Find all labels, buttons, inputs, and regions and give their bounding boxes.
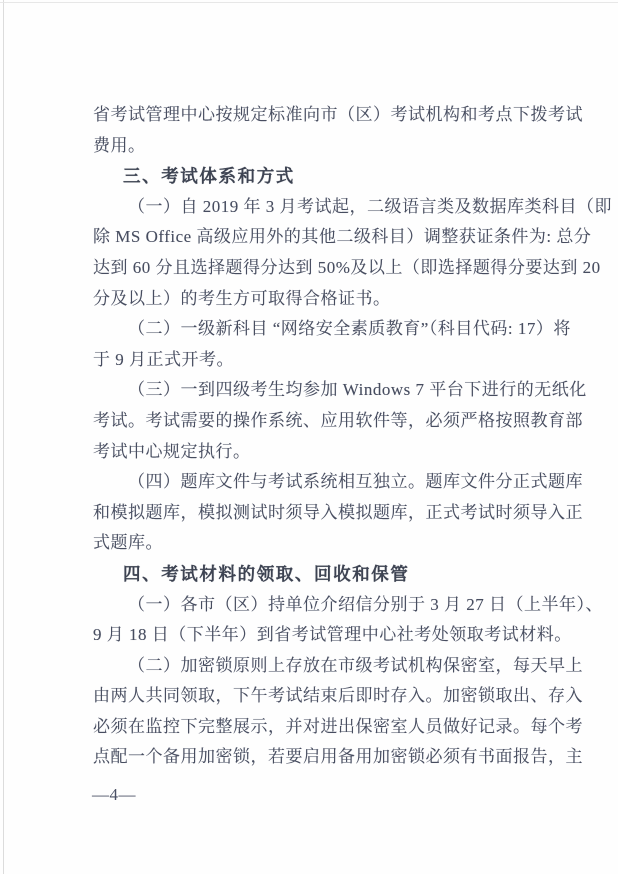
body-line: 9 月 18 日（下半年）到省考试管理中心社考处领取考试材料。 — [93, 625, 572, 645]
body-line: 省考试管理中心按规定标准向市（区）考试机构和考点下拨考试 — [93, 105, 583, 124]
body-line: 达到 60 分且选择题得分达到 50%及以上（即选择题得分要达到 20 — [93, 257, 601, 277]
body-line: 于 9 月正式开考。 — [93, 349, 234, 369]
body-line: （四）题库文件与考试系统相互独立。题库文件分正式题库 — [128, 472, 583, 492]
section-heading-3: 三、考试体系和方式 — [123, 166, 295, 187]
scan-edge-left — [3, 0, 4, 874]
body-line: 考试中心规定执行。 — [93, 441, 251, 461]
section-heading-4: 四、考试材料的领取、回收和保管 — [123, 563, 410, 584]
body-line: 由两人共同领取，下午考试结束后即时存入。加密锁取出、存入 — [93, 686, 583, 706]
body-line: 必须在监控下完整展示，并对进出保密室人员做好记录。每个考 — [93, 716, 583, 736]
body-line: （三）一到四级考生均参加 Windows 7 平台下进行的无纸化 — [128, 380, 587, 400]
document-body — [93, 100, 612, 773]
body-line: 和模拟题库，模拟测试时须导入模拟题库，正式考试时须导入正 — [93, 502, 583, 522]
body-line: （二）一级新科目 “网络安全素质教育”（科目代码: 17）将 — [128, 319, 571, 339]
body-line: 考试。考试需要的操作系统、应用软件等，必须严格按照教育部 — [93, 410, 583, 430]
body-line: （一）各市（区）持单位介绍信分别于 3 月 27 日（上半年）、 — [128, 594, 603, 614]
body-line: （一）自 2019 年 3 月考试起，二级语言类及数据库类科目（即 — [128, 196, 612, 216]
body-line: 分及以上）的考生方可取得合格证书。 — [93, 288, 391, 308]
body-line: 式题库。 — [93, 533, 163, 553]
body-line: 除 MS Office 高级应用外的其他二级科目）调整获证条件为: 总分 — [93, 227, 592, 247]
scan-edge-top — [0, 2, 618, 3]
body-line: 费用。 — [93, 135, 146, 155]
page-number: —4— — [92, 785, 136, 804]
body-line: 点配一个备用加密锁，若要启用备用加密锁必须有书面报告，主 — [93, 747, 583, 767]
body-line: （二）加密锁原则上存放在市级考试机构保密室，每天早上 — [128, 655, 583, 675]
